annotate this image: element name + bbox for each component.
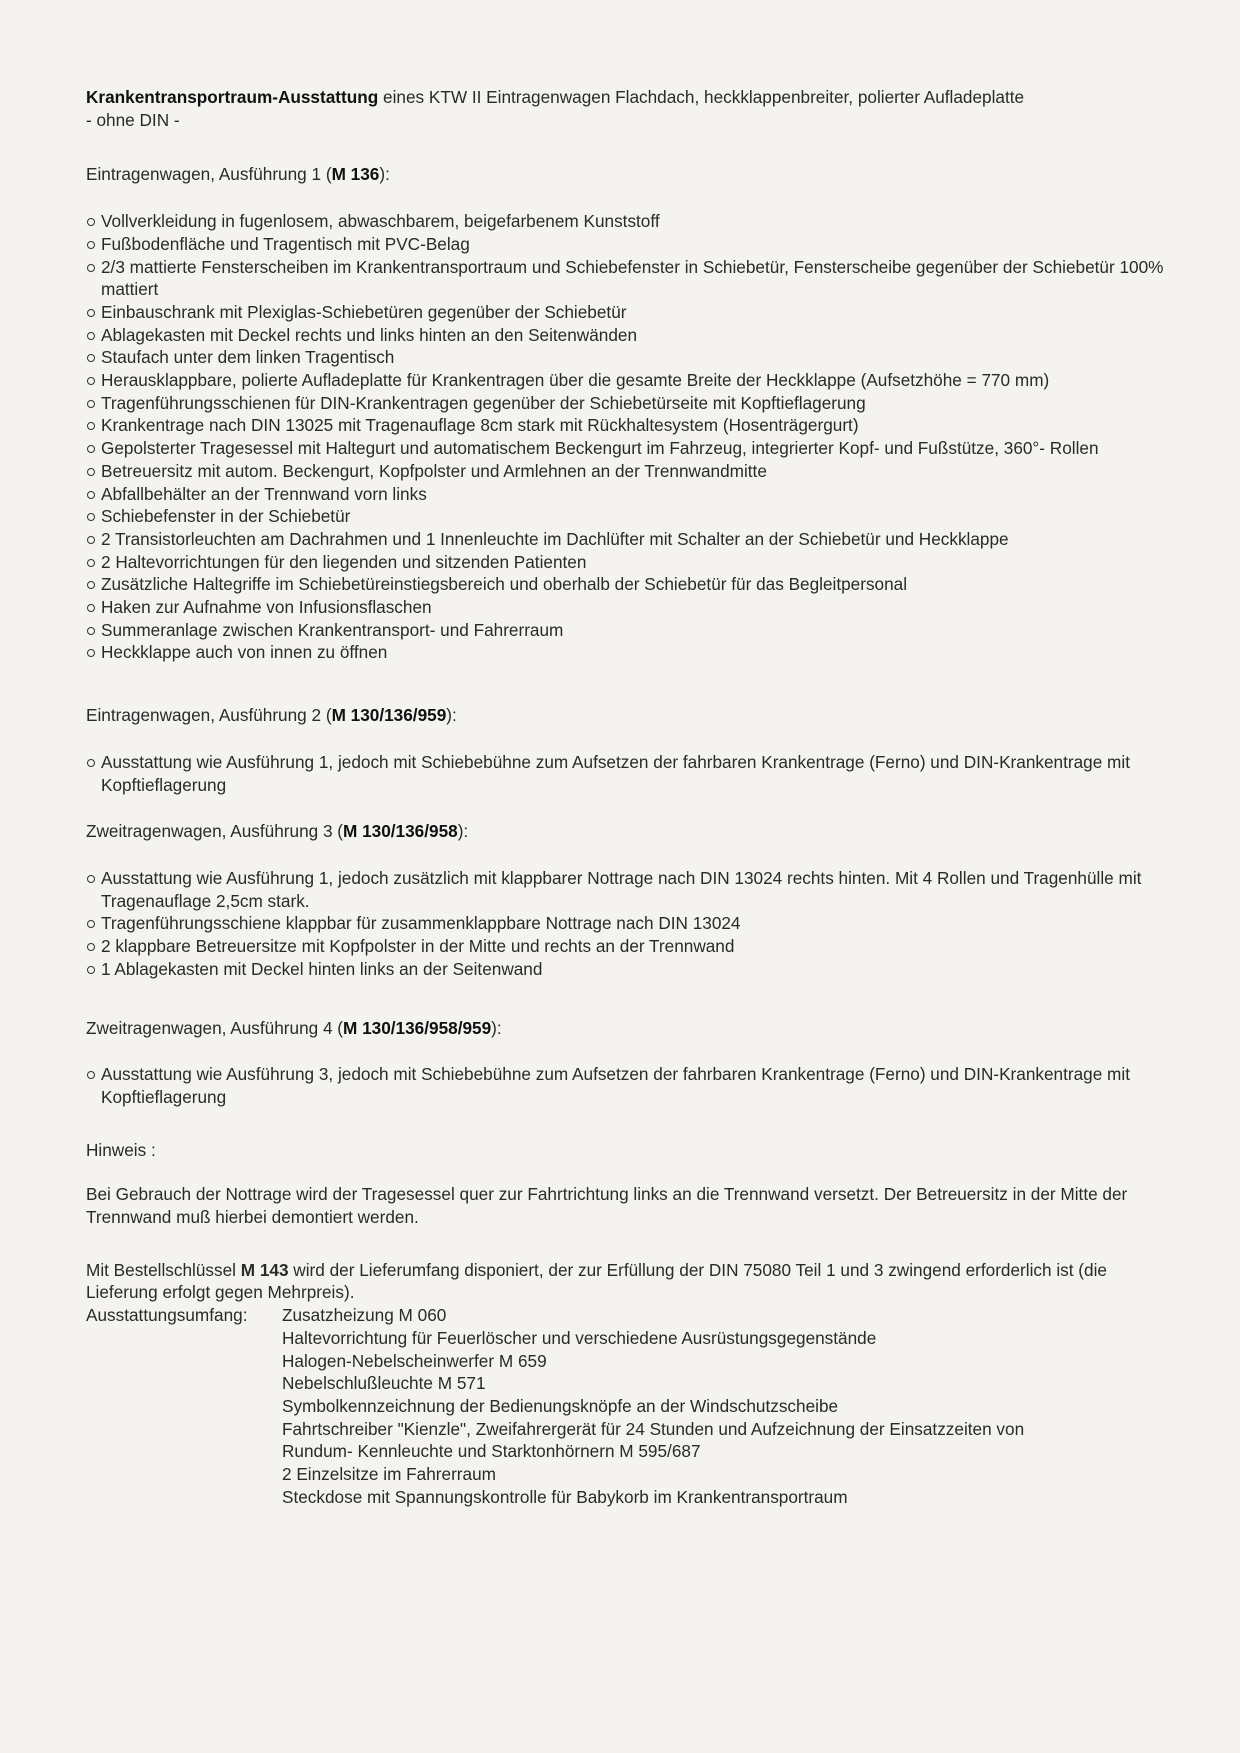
equipment-item: Rundum- Kennleuchte und Starktonhörnern M 595/687	[282, 1441, 701, 1462]
list-item: Tragenführungsschienen für DIN-Krankentragen gegenüber der Schiebetürseite mit Kopftieflagerung	[86, 392, 1166, 415]
list-item: 2 Haltevorrichtungen für den liegenden und sitzenden Patienten	[86, 551, 1166, 574]
section-heading-2: Eintragenwagen, Ausführung 2 (M 130/136/959):	[86, 705, 457, 726]
title-rest: eines KTW II Eintragenwagen Flachdach, heckklappenbreiter, polierter Aufladeplatte	[378, 87, 1025, 107]
section-list-1	[86, 210, 1166, 664]
list-item: Ablagekasten mit Deckel rechts und links hinten an den Seitenwänden	[86, 324, 1166, 347]
list-item: Zusätzliche Haltegriffe im Schiebetüreinstiegsbereich und oberhalb der Schiebetür für das Begleitpersonal	[86, 573, 1166, 596]
section-code: M 130/136/959	[331, 705, 447, 726]
order-note: Mit Bestellschlüssel M 143 wird der Lieferumfang disponiert, der zur Erfüllung der DIN 75080 Teil 1 und 3 zwingend erforderlich ist (die Lieferung erfolgt gegen Mehrpreis).	[86, 1259, 1107, 1303]
section-heading-4: Zweitragenwagen, Ausführung 4 (M 130/136/958/959):	[86, 1017, 502, 1038]
list-item: 2 Transistorleuchten am Dachrahmen und 1 Innenleuchte im Dachlüfter mit Schalter an der Schiebetür und Heckklappe	[86, 528, 1166, 551]
list-item: Tragenführungsschiene klappbar für zusammenklappbare Nottrage nach DIN 13024	[86, 912, 1166, 935]
equipment-item: 2 Einzelsitze im Fahrerraum	[282, 1464, 496, 1485]
equipment-item: Halogen-Nebelscheinwerfer M 659	[282, 1350, 547, 1371]
section-list-4	[86, 1063, 1166, 1108]
list-item: Ausstattung wie Ausführung 1, jedoch zusätzlich mit klappbarer Nottrage nach DIN 13024 rechts hinten. Mit 4 Rollen und Tragenhülle mit Tragenauflage 2,5cm stark.	[86, 867, 1166, 912]
section-heading-1: Eintragenwagen, Ausführung 1 (M 136):	[86, 164, 390, 185]
equipment-list	[282, 1304, 1166, 1508]
list-item: Fußbodenfläche und Tragentisch mit PVC-Belag	[86, 233, 1166, 256]
list-item: Heckklappe auch von innen zu öffnen	[86, 641, 1166, 664]
equipment-item: Zusatzheizung M 060	[282, 1305, 447, 1326]
document-page	[86, 86, 1166, 1508]
section-list-2	[86, 751, 1166, 796]
hinweis-block	[86, 1139, 1166, 1229]
list-item: Ausstattung wie Ausführung 1, jedoch mit Schiebebühne zum Aufsetzen der fahrbaren Krankentrage (Ferno) und DIN-Krankentrage mit Kopftieflagerung	[86, 751, 1166, 796]
hinweis-text: Bei Gebrauch der Nottrage wird der Tragesessel quer zur Fahrtrichtung links an die Trennwand versetzt. Der Betreuersitz in der Mitte der Trennwand muß hierbei demontiert werden.	[86, 1184, 1128, 1228]
section-code: M 130/136/958/959	[343, 1017, 492, 1038]
list-item: 1 Ablagekasten mit Deckel hinten links an der Seitenwand	[86, 958, 1166, 981]
equipment-item: Fahrtschreiber "Kienzle", Zweifahrergerät für 24 Stunden und Aufzeichnung der Einsatzzeiten von	[282, 1418, 1025, 1439]
section-code: M 130/136/958	[343, 821, 458, 842]
section-code: M 136	[331, 164, 380, 185]
list-item: Ausstattung wie Ausführung 3, jedoch mit Schiebebühne zum Aufsetzen der fahrbaren Krankentrage (Ferno) und DIN-Krankentrage mit Kopftieflagerung	[86, 1063, 1166, 1108]
equipment-item: Haltevorrichtung für Feuerlöscher und verschiedene Ausrüstungsgegenstände	[282, 1327, 877, 1348]
section-heading-3: Zweitragenwagen, Ausführung 3 (M 130/136/958):	[86, 821, 469, 842]
list-item: Staufach unter dem linken Tragentisch	[86, 346, 1166, 369]
equipment-item: Nebelschlußleuchte M 571	[282, 1373, 486, 1394]
section-list-3	[86, 867, 1166, 981]
list-item: Gepolsterter Tragesessel mit Haltegurt und automatischem Beckengurt im Fahrzeug, integrierter Kopf- und Fußstütze, 360°- Rollen	[86, 437, 1166, 460]
hinweis-label: Hinweis :	[86, 1139, 156, 1160]
title-bold: Krankentransportraum-Ausstattung	[86, 87, 379, 107]
document-subtitle: - ohne DIN -	[86, 109, 180, 130]
list-item: Einbauschrank mit Plexiglas-Schiebetüren gegenüber der Schiebetür	[86, 301, 1166, 324]
order-code: M 143	[240, 1259, 289, 1280]
document-title	[86, 86, 1166, 109]
list-item: Haken zur Aufnahme von Infusionsflaschen	[86, 596, 1166, 619]
equipment-block	[86, 1304, 1166, 1508]
equipment-item: Steckdose mit Spannungskontrolle für Babykorb im Krankentransportraum	[282, 1486, 848, 1507]
list-item: Abfallbehälter an der Trennwand vorn links	[86, 483, 1166, 506]
list-item: Vollverkleidung in fugenlosem, abwaschbarem, beigefarbenem Kunststoff	[86, 210, 1166, 233]
list-item: Summeranlage zwischen Krankentransport- und Fahrerraum	[86, 619, 1166, 642]
list-item: 2/3 mattierte Fensterscheiben im Krankentransportraum und Schiebefenster in Schiebetür, Fensterscheibe gegenüber der Schiebetür 100% mattiert	[86, 256, 1166, 301]
list-item: Schiebefenster in der Schiebetür	[86, 505, 1166, 528]
equipment-item: Symbolkennzeichnung der Bedienungsknöpfe an der Windschutzscheibe	[282, 1395, 839, 1416]
list-item: 2 klappbare Betreuersitze mit Kopfpolster in der Mitte und rechts an der Trennwand	[86, 935, 1166, 958]
list-item: Krankentrage nach DIN 13025 mit Tragenauflage 8cm stark mit Rückhaltesystem (Hosenträgergurt)	[86, 414, 1166, 437]
list-item: Herausklappbare, polierte Aufladeplatte für Krankentragen über die gesamte Breite der Heckklappe (Aufsetzhöhe = 770 mm)	[86, 369, 1166, 392]
equipment-label: Ausstattungsumfang:	[86, 1305, 248, 1326]
list-item: Betreuersitz mit autom. Beckengurt, Kopfpolster und Armlehnen an der Trennwandmitte	[86, 460, 1166, 483]
